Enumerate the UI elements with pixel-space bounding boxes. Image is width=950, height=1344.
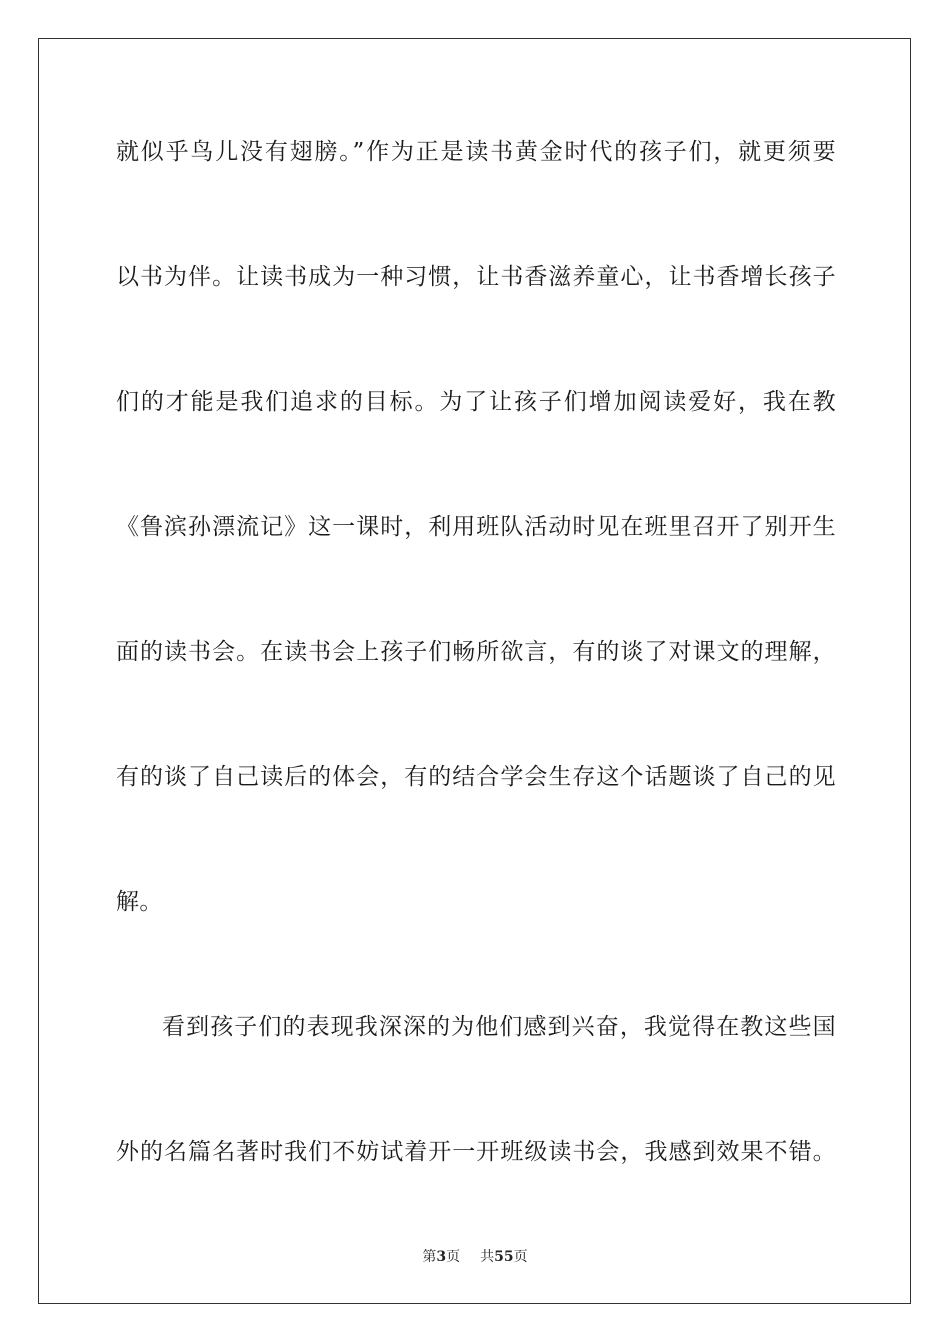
text-line-4: 《鲁滨孙漂流记》这一课时，利用班队活动时见在班里召开了别开生 — [116, 514, 836, 540]
text-line-9: 外的名篇名著时我们不妨试着开一开班级读书会，我感到效果不错。 — [116, 1139, 836, 1165]
text-line-3: 们的才能是我们追求的目标。为了让孩子们增加阅读爱好，我在教 — [116, 389, 836, 415]
total-suffix: 页 — [513, 1249, 528, 1265]
text-line-7: 解。 — [116, 889, 163, 915]
page-suffix: 页 — [446, 1249, 461, 1265]
text-line-6: 有的谈了自己读后的体会，有的结合学会生存这个话题谈了自己的见 — [116, 764, 836, 790]
text-line-2: 以书为伴。让读书成为一种习惯，让书香滋养童心，让书香增长孩子 — [116, 264, 836, 290]
page-number: 3 — [436, 1249, 447, 1265]
page-footer — [0, 1247, 950, 1267]
total-prefix: 共 — [480, 1249, 495, 1265]
text-line-1: 就似乎鸟儿没有翅膀。”作为正是读书黄金时代的孩子们，就更须要 — [116, 139, 836, 165]
page-prefix: 第 — [422, 1249, 437, 1265]
text-line-5: 面的读书会。在读书会上孩子们畅所欲言，有的谈了对课文的理解， — [116, 639, 836, 665]
page-border — [38, 38, 911, 1304]
text-line-8: 看到孩子们的表现我深深的为他们感到兴奋，我觉得在教这些国 — [162, 1014, 836, 1040]
total-pages: 55 — [494, 1249, 514, 1265]
